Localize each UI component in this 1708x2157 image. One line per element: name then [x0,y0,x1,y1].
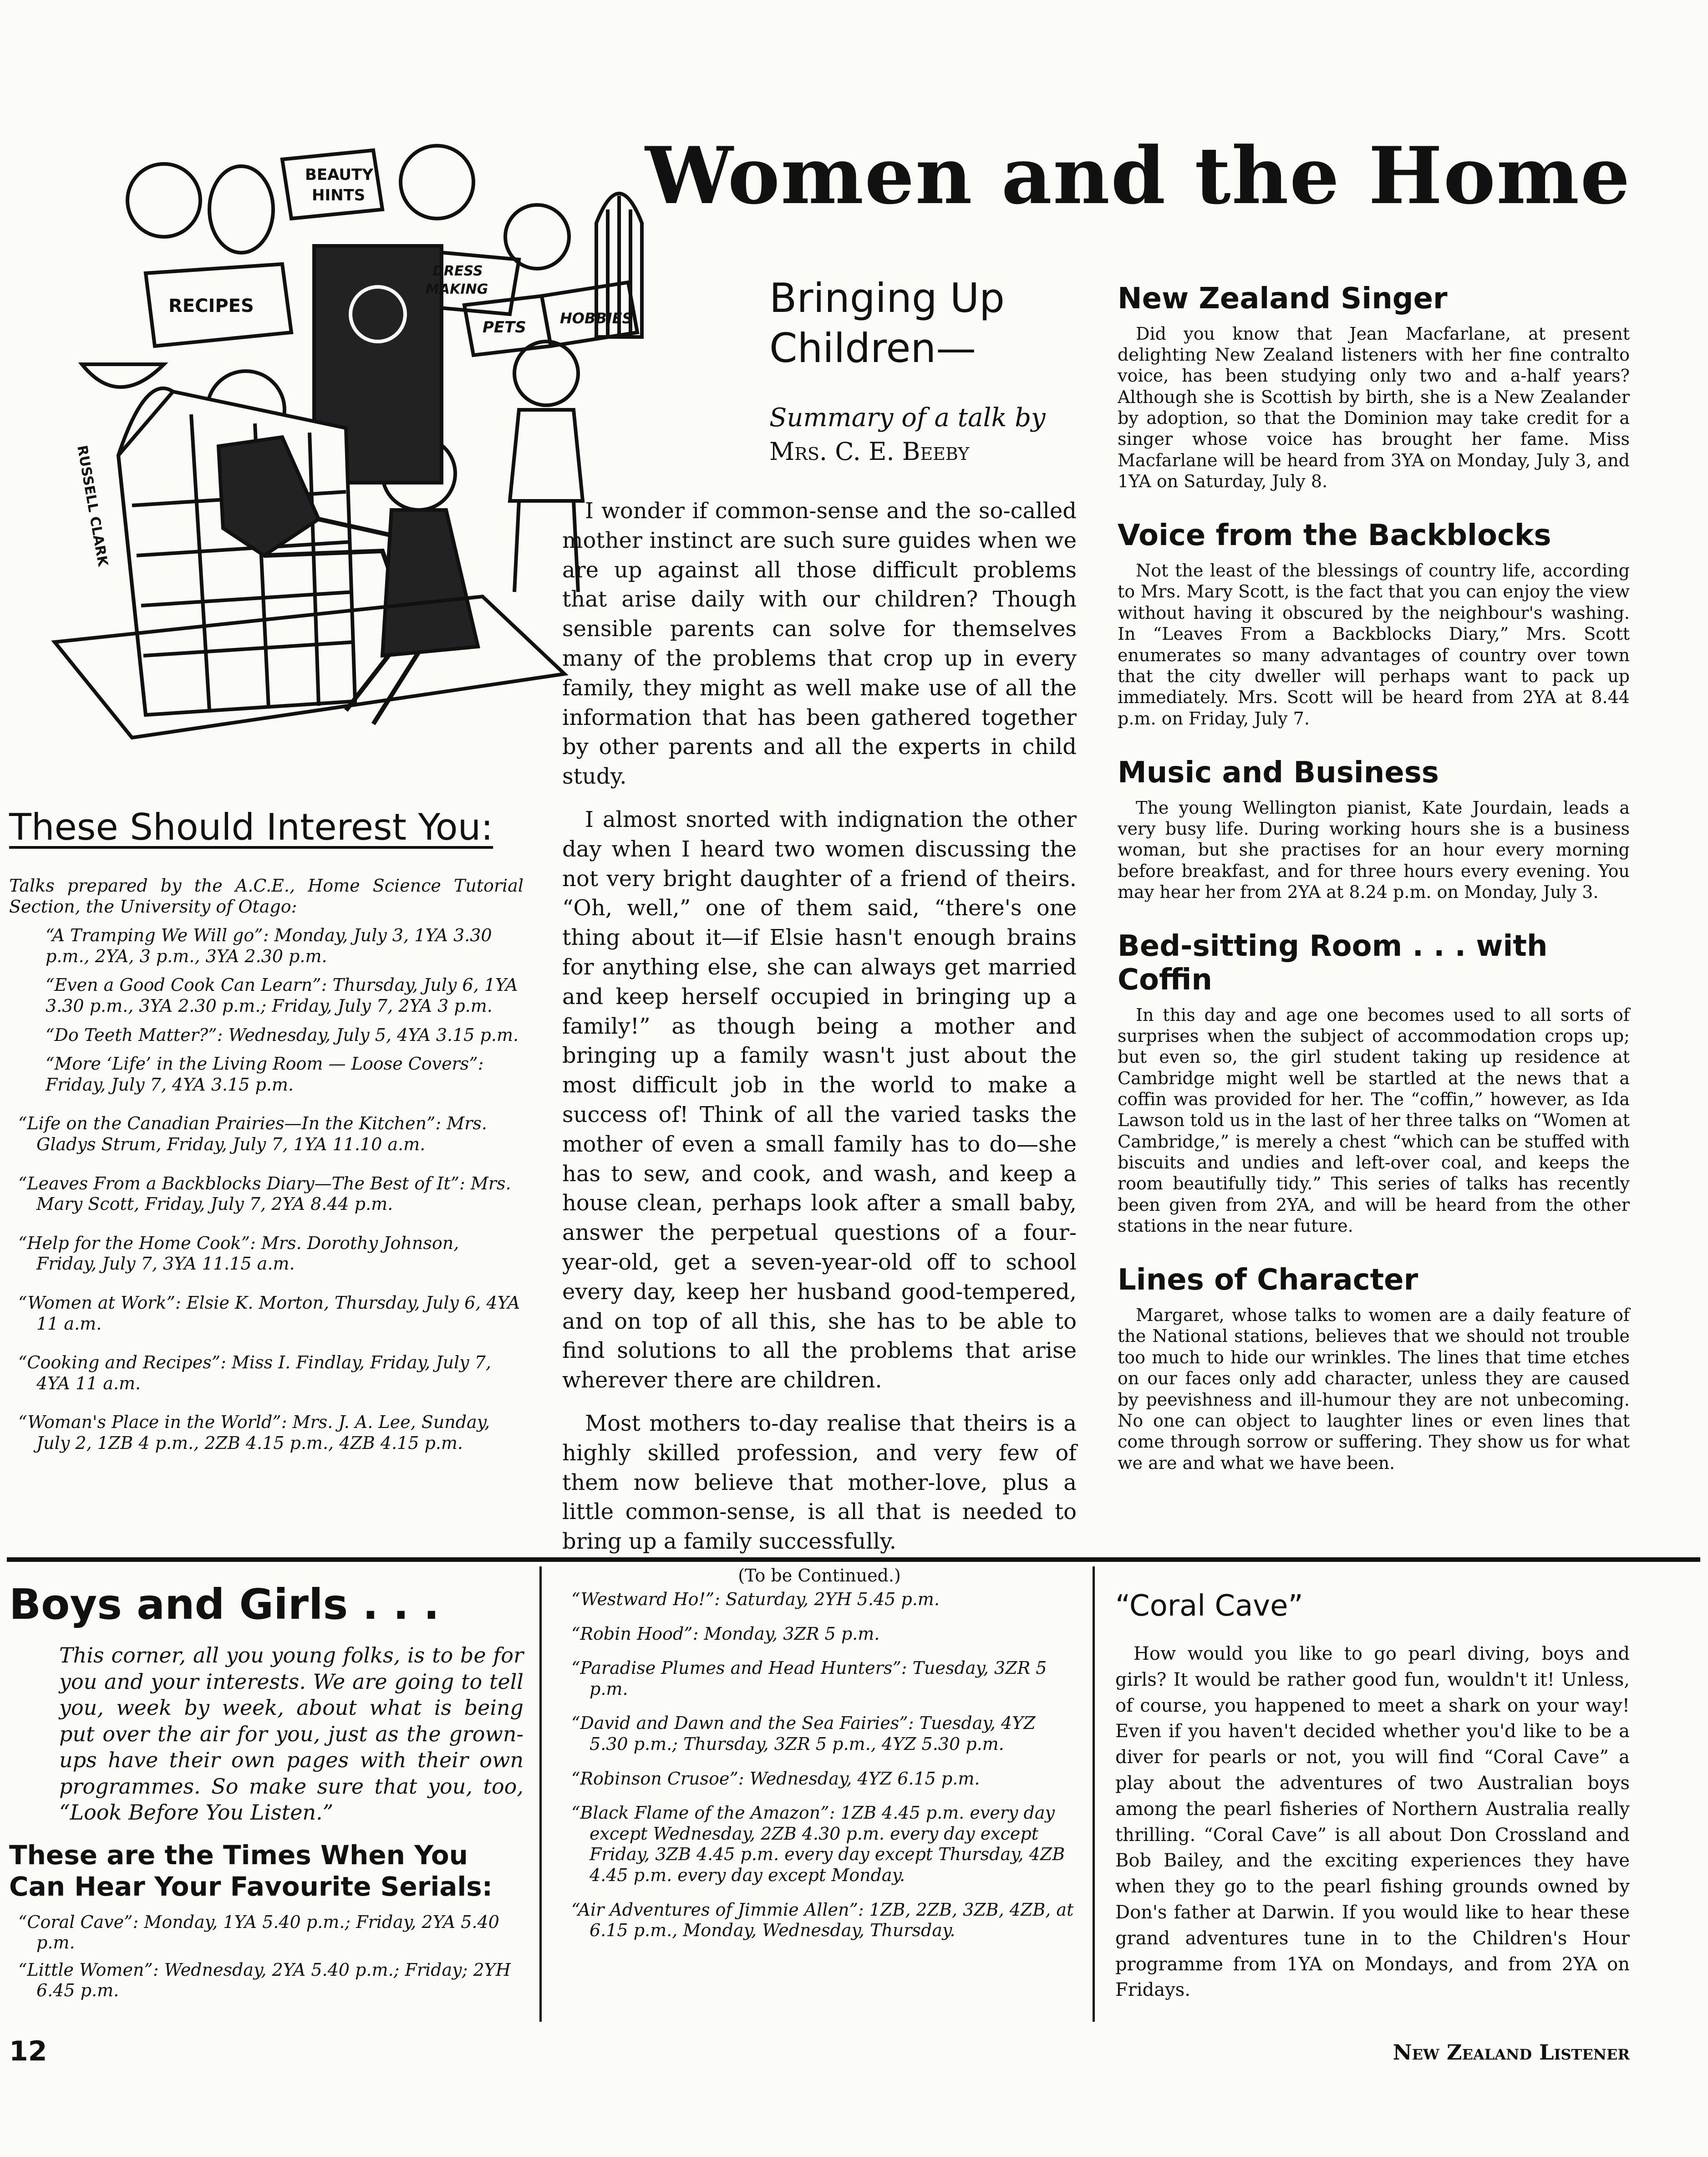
interest-item: “Help for the Home Cook”: Mrs. Dorothy Johnson, Friday, July 7, 3YA 11.15 a.m. [18,1233,459,1274]
article-body: In this day and age one becomes used to all sorts of surprises when the subject of accommodation crops up; but even so, the girl student taking up residence at Cambridge might well be startled at the news that a coffin was provided for her. The “coffin,” however, as Ida Lawson told us in the last of her three talks on “Women at Cambridge,” is merely a chest “which can be stuffed with biscuits and undies and left-over coal, and keeps the room beautifully tidy.” This series of talks has recently been given from 2YA, and will be heard from the other stations in the near future. [1118,1005,1630,1236]
label-pets: PETS [483,318,526,337]
article-body: The young Wellington pianist, Kate Jourdain, leads a very busy life. During working hours she is a business woman, but she practises for an hour every morning before breakfast, and for three hours every evening. You may hear her from 2YA at 8.24 p.m. on Monday, July 3. [1118,797,1630,902]
main-article-author: Mrs. C. E. Beeby [769,437,970,466]
label-beauty: BEAUTY [305,166,373,184]
main-article-title-line1: Bringing Up [769,275,1005,321]
coral-cave-title: “Coral Cave” [1115,1589,1303,1623]
section-divider [7,1557,1700,1562]
interest-item: “Leaves From a Backblocks Diary—The Best of It”: Mrs. Mary Scott, Friday, July 7, 2YA 8.44 p.m. [18,1173,511,1214]
article-body: Did you know that Jean Macfarlane, at present delighting New Zealand listeners with her fine contralto voice, has been studying only two and a-half years? Although she is Scottish by birth, she is a New Zealander by adoption, so that the Dominion may take credit for a singer whose voice has brought her fame. Miss Macfarlane will be heard from 3YA on Monday, July 3, and 1YA on Saturday, July 8. [1118,323,1630,492]
label-dress: DRESS [432,263,483,279]
interest-title: These Should Interest You: [9,806,493,848]
sign-beauty-hints [282,150,382,219]
interest-intro: Talks prepared by the A.C.E., Home Science Tutorial Section, the University of Otago: [9,876,524,917]
column-divider [1093,1566,1095,2022]
interest-item: “More ‘Life’ in the Living Room — Loose Covers”: Friday, July 7, 4YA 3.15 p.m. [46,1054,484,1095]
article-title: Lines of Character [1118,1263,1418,1297]
column-divider [539,1566,542,2022]
interest-item: “Women at Work”: Elsie K. Morton, Thursday, July 6, 4YA 11 a.m. [18,1292,520,1334]
article-title: Voice from the Backblocks [1118,519,1551,553]
article-music-business [1118,756,1630,903]
serial-item: “Black Flame of the Amazon”: 1ZB 4.45 p.m. every day except Wednesday, 2ZB 4.30 p.m. every day except Friday, 3ZB 4.45 p.m. every day except Thursday, 4ZB 4.45 p.m. every day except Monday. [571,1803,1065,1885]
boys-girls-intro: This corner, all you young folks, is to be for you and your interests. We are going to tell you, week by week, about what is being put over the air for you, just as the grown-ups have their own pages with their own programmes. So make sure that you, too, “Look Before You Listen.” [59,1643,524,1825]
masthead-title: Women and the Home [645,129,1631,222]
boys-girls-title: Boys and Girls . . . [9,1580,440,1629]
main-article-paragraph: I wonder if common-sense and the so-called mother instinct are such sure guides when we are up against all those difficult problems that arise daily with our children? Though sensible parents can solve for themselves many of the problems that crop up in every family, they might as well make use of all the information that has been gathered together by other parents and all the experts in child study. [562,498,1077,790]
publication-name: New Zealand Listener [1393,2040,1630,2065]
article-body: Not the least of the blessings of country life, according to Mrs. Mary Scott, is the fact that you can enjoy the view without having it obscured by the neighbour's washing. In “Leaves From a Backblocks Diary,” Mrs. Scott enumerates so many advantages of country over town that the city dweller will perhaps want to pack up immediately. Mrs. Scott will be heard from 2YA at 8.44 p.m. on Friday, July 7. [1118,561,1630,729]
serial-item: “David and Dawn and the Sea Fairies”: Tuesday, 4YZ 5.30 p.m.; Thursday, 3ZR 5 p.m., 4YZ 5.30 p.m. [571,1713,1036,1754]
main-article-title-line2: Children— [769,325,976,372]
artist-signature: RUSSELL CLARK [74,444,111,568]
serials-middle [562,1589,1077,1949]
coral-cave-section [1115,1589,1630,2030]
serial-item: “Robin Hood”: Monday, 3ZR 5 p.m. [571,1623,880,1644]
page-number: 12 [9,2035,47,2067]
article-voice-backblocks [1118,519,1630,729]
main-article-paragraph: Most mothers to-day realise that theirs is a highly skilled profession, and very few of them now believe that mother-love, plus a little common-sense, is all that is needed to bring up a family successfully. [562,1410,1077,1555]
main-article-subtitle: Summary of a talk by [769,403,1046,433]
interest-item: “A Tramping We Will go”: Monday, July 3, 1YA 3.30 p.m., 2YA, 3 p.m., 3YA 2.30 p.m. [46,925,492,966]
serial-item: “Coral Cave”: Monday, 1YA 5.40 p.m.; Friday, 2YA 5.40 p.m. [18,1912,499,1953]
interest-item: “Life on the Canadian Prairies—In the Kitchen”: Mrs. Gladys Strum, Friday, July 7, 1YA 11.10 a.m. [18,1113,487,1154]
article-bed-sitting-room [1118,930,1630,1236]
label-recipes: RECIPES [168,296,254,316]
article-title: New Zealand Singer [1118,282,1448,316]
article-title: Bed-sitting Room . . . with Coffin [1118,929,1548,997]
right-column [1118,282,1630,1474]
serial-item: “Robinson Crusoe”: Wednesday, 4YZ 6.15 p.m. [571,1768,980,1789]
label-making: MAKING [426,281,488,297]
main-article-body [562,496,1077,1586]
interest-item: “Do Teeth Matter?”: Wednesday, July 5, 4YA 3.15 p.m. [46,1025,519,1045]
coral-cave-body: How would you like to go pearl diving, boys and girls? It would be rather good fun, wouldn't it! Unless, of course, you happened to meet a shark on your way! Even if you haven't decided whether you'd like to be a diver for pearls or not, you will find “Coral Cave” a play about the adventures of two Australian boys among the pearl fisheries of Northern Australia really thrilling. “Coral Cave” is all about Don Crossland and Bob Bailey, and the exciting experiences they have when they go to the pearl fishing grounds owned by Don's father at Darwin. If you would like to hear these grand adventures tune in to the Children's Hour programme from 1YA on Mondays, and from 2YA on Fridays. [1115,1643,1630,2001]
main-article-paragraph: I almost snorted with indignation the other day when I heard two women discussing the not very bright daughter of a friend of theirs. “Oh, well,” one of them said, “there's one thing about it—if Elsie hasn't enough brains for anything else, she can always get married and keep herself occupied in bringing up a family!” as though being a mother and bringing up a family wasn't just about the most difficult job in the world to make a success of! Think of all the varied tasks the mother of even a small family has to do—she has to sew, and cook, and wash, and keep a house clean, perhaps look after a small baby, answer the perpetual questions of a four-year-old, get a seven-year-old off to school every day, keep her husband good-tempered, and on top of all this, she has to be able to find solutions to all the problems that arise wherever there are children. [562,806,1077,1393]
label-hints: HINTS [312,186,366,204]
serial-item: “Westward Ho!”: Saturday, 2YH 5.45 p.m. [571,1589,940,1609]
serials-title: These are the Times When You Can Hear Your Favourite Serials: [9,1839,493,1902]
main-article-byline [769,401,1106,468]
article-title: Music and Business [1118,755,1439,790]
serial-item: “Little Women”: Wednesday, 2YA 5.40 p.m.; Friday; 2YH 6.45 p.m. [18,1959,511,2001]
main-article-heading [769,273,1052,373]
boys-girls-section [9,1580,524,2009]
article-lines-of-character [1118,1264,1630,1473]
label-hobbies: HOBBIES [560,310,633,327]
interest-item: “Cooking and Recipes”: Miss I. Findlay, Friday, July 7, 4YA 11 a.m. [18,1352,491,1393]
interest-section [9,806,524,1462]
continued-note: (To be Continued.) [738,1565,901,1586]
serial-item: “Paradise Plumes and Head Hunters”: Tuesday, 3ZR 5 p.m. [571,1658,1047,1699]
serial-item: “Air Adventures of Jimmie Allen”: 1ZB, 2ZB, 3ZB, 4ZB, at 6.15 p.m., Monday, Wednesday, Thursday. [571,1899,1074,1941]
interest-item: “Even a Good Cook Can Learn”: Thursday, July 6, 1YA 3.30 p.m., 3YA 2.30 p.m.; Friday, July 7, 2YA 3 p.m. [46,975,518,1016]
article-body: Margaret, whose talks to women are a daily feature of the National stations, believes that we should not trouble too much to hide our wrinkles. The lines that time etches on our faces only add character, unless they are caused by peevishness and ill-humour they are not unbecoming. No one can object to laughter lines or even lines that come through sorrow or suffering. They show us for what we are and what we have been. [1118,1305,1630,1473]
interest-item: “Woman's Place in the World”: Mrs. J. A. Lee, Sunday, July 2, 1ZB 4 p.m., 2ZB 4.15 p.m., 4ZB 4.15 p.m. [18,1412,490,1453]
article-new-zealand-singer [1118,282,1630,492]
